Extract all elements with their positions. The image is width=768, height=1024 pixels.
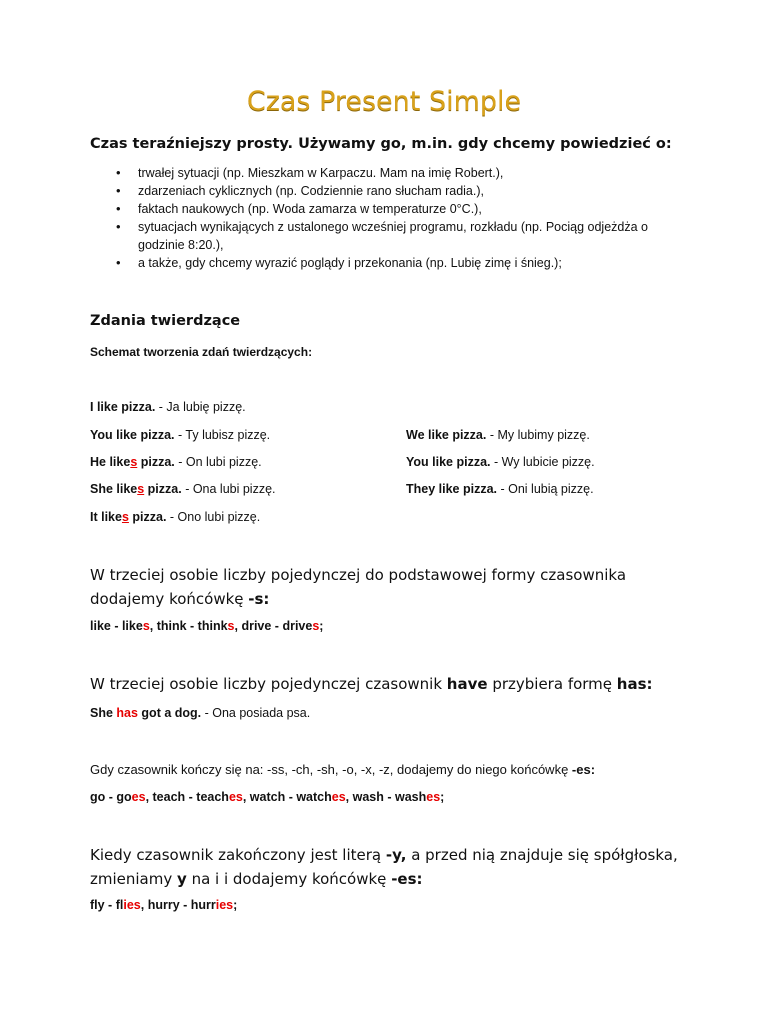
example-plural: You like pizza. - Wy lubicie pizzę. xyxy=(406,455,595,469)
section-heading: Zdania twierdzące xyxy=(90,313,241,329)
example-singular: You like pizza. - Ty lubisz pizzę. xyxy=(90,428,271,442)
list-item: • trwałej sytuacji (np. Mieszkam w Karpaczu. Mam na imię Robert.), xyxy=(116,165,504,180)
example-singular: She likes pizza. - Ona lubi pizzę. xyxy=(90,482,276,496)
page-title: Czas Present Simple xyxy=(246,86,522,117)
bullet-icon: • xyxy=(116,165,121,180)
example-singular: He likes pizza. - On lubi pizzę. xyxy=(90,455,262,469)
bullet-icon: • xyxy=(116,201,121,216)
intro-text: Czas teraźniejszy prosty. Używamy go, m.in. gdy chcemy powiedzieć o: xyxy=(90,136,672,152)
ending-highlight: es xyxy=(331,790,346,804)
rule-have-example: She has got a dog. - Ona posiada psa. xyxy=(90,706,311,720)
bullet-icon: • xyxy=(116,183,121,198)
example-singular: It likes pizza. - Ono lubi pizzę. xyxy=(90,510,261,524)
list-item: • zdarzeniach cyklicznych (np. Codziennie rano słucham radia.), xyxy=(116,183,484,198)
bullet-icon: • xyxy=(116,255,121,270)
rule-es-examples: go - goes, teach - teaches, watch - watches, wash - washes; xyxy=(90,790,445,804)
rule-y-text: Kiedy czasownik zakończony jest literą -y, a przed nią znajduje się spółgłoska, zmieniamy y na i i dodajemy końcówkę -es: xyxy=(90,846,678,888)
rule-s-examples: like - likes, think - thinks, drive - drives; xyxy=(90,619,324,633)
rule-es-text: Gdy czasownik kończy się na: -ss, -ch, -sh, -o, -x, -z, dodajemy do niego końcówkę -es: xyxy=(90,762,596,777)
rule-s-text: W trzeciej osobie liczby pojedynczej do podstawowej formy czasownika dodajemy końcówkę -s: xyxy=(90,566,627,608)
example-plural: They like pizza. - Oni lubią pizzę. xyxy=(406,482,594,496)
ending-highlight: es xyxy=(426,790,441,804)
has-highlight: has xyxy=(116,706,138,720)
schema-label: Schemat tworzenia zdań twierdzących: xyxy=(90,345,313,359)
ending-highlight: s xyxy=(142,619,150,633)
ending-highlight: s xyxy=(227,619,235,633)
bullet-icon: • xyxy=(116,219,121,234)
example-plural: We like pizza. - My lubimy pizzę. xyxy=(406,428,590,442)
rule-y-examples: fly - flies, hurry - hurries; xyxy=(90,898,238,912)
rule-have-text: W trzeciej osobie liczby pojedynczej czasownik have przybiera formę has: xyxy=(90,675,653,693)
list-item: • a także, gdy chcemy wyrazić poglądy i przekonania (np. Lubię zimę i śnieg.); xyxy=(116,255,562,270)
uses-list xyxy=(90,164,680,272)
ending-highlight: s xyxy=(121,510,129,524)
example-singular: I like pizza. - Ja lubię pizzę. xyxy=(90,400,246,414)
ending-highlight: s xyxy=(137,482,145,496)
ending-highlight: s xyxy=(312,619,320,633)
ending-highlight: es xyxy=(228,790,243,804)
ending-highlight: ies xyxy=(123,898,141,912)
ending-highlight: ies xyxy=(215,898,234,912)
ending-highlight: s xyxy=(130,455,138,469)
list-item: • faktach naukowych (np. Woda zamarza w temperaturze 0°C.), xyxy=(116,201,482,216)
ending-highlight: es xyxy=(131,790,146,804)
list-item: • sytuacjach wynikających z ustalonego wcześniej programu, rozkładu (np. Pociąg odjeżdża o godzinie 8:20.), xyxy=(116,219,648,252)
